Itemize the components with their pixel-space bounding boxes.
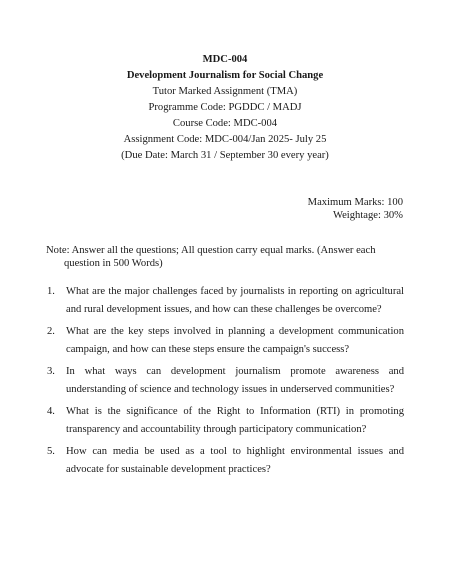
- question-item: [47, 323, 404, 359]
- course-code-title: MDC-004: [202, 54, 248, 65]
- course-code: Course Code: MDC-004: [172, 118, 278, 129]
- question-text: How can media be used as a tool to highlight environmental issues and advocate for sustainable development practices?: [66, 446, 404, 475]
- question-text: In what ways can development journalism promote awareness and understanding of science and technology issues in underserved communities?: [66, 366, 404, 395]
- programme-code: Programme Code: PGDDC / MADJ: [148, 102, 302, 113]
- question-text: What are the key steps involved in planning a development communication campaign, and how can these steps ensure the campaign's success?: [66, 326, 404, 355]
- question-number: 5.: [47, 446, 55, 457]
- note-line-1: Note: Answer all the questions; All question carry equal marks. (Answer each: [46, 245, 376, 256]
- maximum-marks: Maximum Marks: 100: [307, 197, 403, 208]
- question-item: [47, 403, 404, 439]
- question-number: 3.: [47, 366, 55, 377]
- question-number: 4.: [47, 406, 55, 417]
- question-text: What is the significance of the Right to Information (RTI) in promoting transparency and accountability through participatory communication?: [66, 406, 404, 435]
- document-header: [0, 52, 450, 164]
- marks-block: [308, 197, 403, 222]
- question-text: What are the major challenges faced by journalists in reporting on agricultural and rural development issues, and how can these challenges be overcome?: [66, 286, 404, 315]
- assignment-code: Assignment Code: MDC-004/Jan 2025- July 25: [123, 134, 327, 145]
- question-item: [47, 363, 404, 399]
- question-item: [47, 283, 404, 319]
- question-item: [47, 443, 404, 479]
- instructions-note: [46, 245, 416, 270]
- course-title: Development Journalism for Social Change: [126, 70, 324, 81]
- question-list: [47, 283, 404, 479]
- tma-label: Tutor Marked Assignment (TMA): [152, 86, 298, 97]
- weightage: Weightage: 30%: [332, 209, 403, 221]
- question-number: 2.: [47, 326, 55, 337]
- note-line-2: question in 500 Words): [64, 257, 163, 269]
- question-number: 1.: [47, 286, 55, 297]
- due-date: (Due Date: March 31 / September 30 every year): [121, 150, 329, 161]
